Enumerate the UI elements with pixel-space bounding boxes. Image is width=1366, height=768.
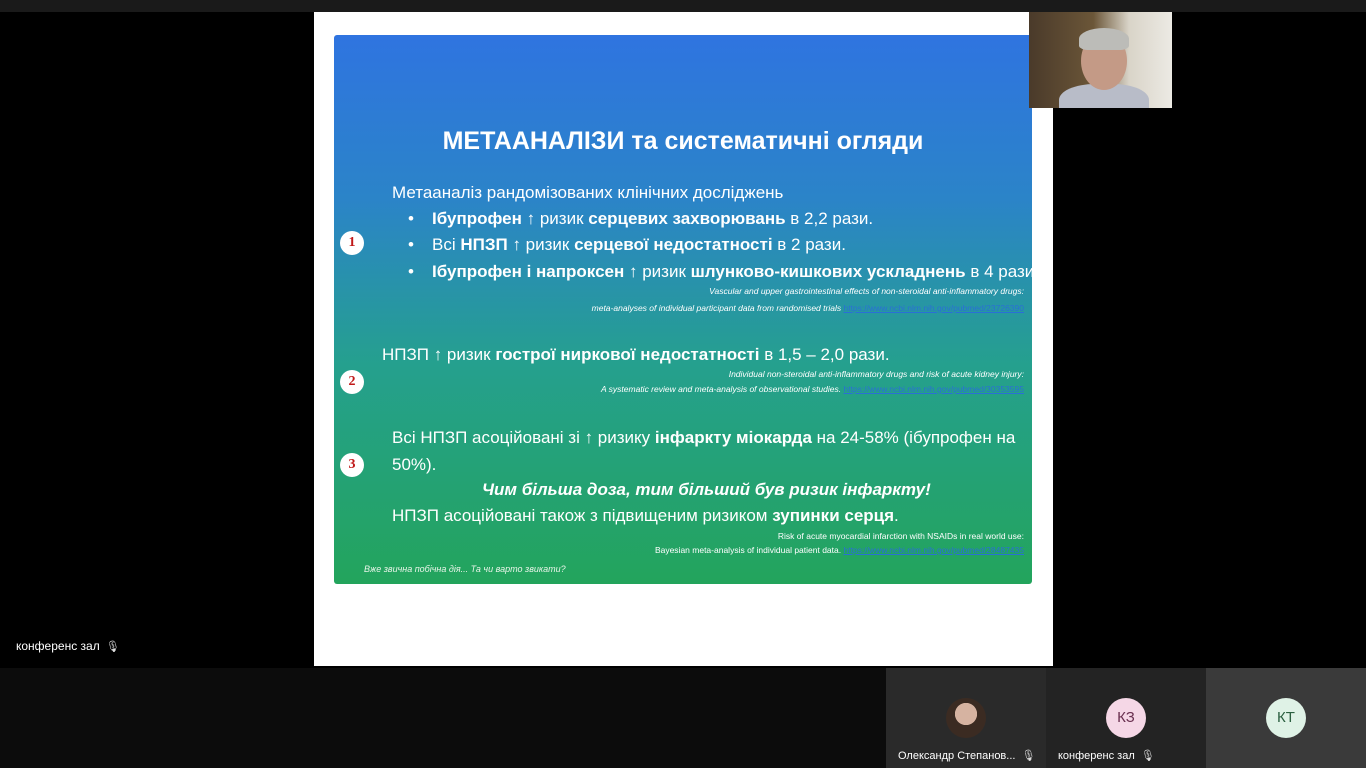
top-bar [0, 0, 1366, 12]
presentation-slide [334, 35, 1039, 584]
section1-reference-line1: Vascular and upper gastrointestinal effects of non-steroidal anti-inflammatory drugs: [709, 286, 1024, 296]
bullet-ibuprofen-heart: • Ібупрофен ↑ ризик серцевих захворювань в 2,2 рази. [432, 209, 873, 229]
section2-reference-link[interactable]: https://www.ncbi.nlm.nih.gov/pubmed/30353595 [843, 384, 1024, 394]
slide-title: МЕТААНАЛІЗИ та систематичні огляди [442, 127, 924, 155]
participant-tile[interactable] [1046, 668, 1206, 768]
speaker-video[interactable] [1029, 12, 1172, 108]
section3-reference-link[interactable]: https://www.ncbi.nlm.nih.gov/pubmed/28487435 [843, 545, 1024, 555]
speaker-hair [1079, 28, 1129, 50]
section1-reference-link[interactable]: https://www.ncbi.nlm.nih.gov/pubmed/23726390 [843, 303, 1024, 313]
avatar: КЗ [1106, 698, 1146, 738]
mic-muted-icon: 🎙 [1140, 750, 1155, 762]
main-participant-label: конференс зал 🎙 [16, 639, 120, 653]
section3-line1: Всі НПЗП асоційовані зі ↑ ризику інфаркту міокарда на 24-58% (ібупрофен на [392, 428, 1016, 447]
slide-footer-note: Вже звична побічна дія... Та чи варто звикати? [364, 564, 566, 574]
participant-name: конференс зал 🎙 [1058, 750, 1155, 762]
avatar: КТ [1266, 698, 1306, 738]
section2-reference-line1: Individual non-steroidal anti-inflammatory drugs and risk of acute kidney injury: [728, 369, 1024, 379]
mic-muted-icon: 🎙 [1021, 750, 1036, 762]
participant-tile[interactable] [886, 668, 1046, 768]
section-number-3: 3 [340, 453, 364, 477]
section2-reference-line2: A systematic review and meta-analysis of observational studies. https://www.ncbi.nlm.nih.gov/pubmed/30353595 [600, 384, 1024, 394]
section1-reference-line2: meta-analyses of individual participant data from randomised trials https://www.ncbi.nlm.nih.gov/pubmed/23726390 [591, 303, 1024, 313]
bullet-nsaid-heart-failure: • Всі НПЗП ↑ ризик серцевої недостатності в 2 рази. [432, 235, 846, 255]
mic-muted-icon: 🎙 [105, 641, 120, 653]
section-number-2: 2 [340, 370, 364, 394]
section1-intro: Метааналіз рандомізованих клінічних досліджень [392, 183, 784, 202]
section3-reference-line1: Risk of acute myocardial infarction with NSAIDs in real world use: [777, 531, 1024, 541]
section3-line3: НПЗП асоційовані також з підвищеним ризиком зупинки серця. [392, 506, 899, 525]
section3-reference-line2: Bayesian meta-analysis of individual patient data. https://www.ncbi.nlm.nih.gov/pubmed/28487435 [654, 545, 1024, 555]
section2-text: НПЗП ↑ ризик гострої ниркової недостатності в 1,5 – 2,0 рази. [382, 345, 890, 364]
section-number-1: 1 [340, 231, 364, 255]
section3-emphasis: Чим більша доза, тим більший був ризик інфаркту! [482, 480, 931, 499]
section3-line2: 50%). [392, 455, 437, 474]
bullet-gi-complications: • Ібупрофен і напроксен ↑ ризик шлунково-кишкових ускладнень в 4 рази. [432, 262, 1039, 282]
participant-tile[interactable] [1206, 668, 1366, 768]
participant-name: Олександр Степанов... 🎙 [898, 750, 1036, 762]
avatar [946, 698, 986, 738]
